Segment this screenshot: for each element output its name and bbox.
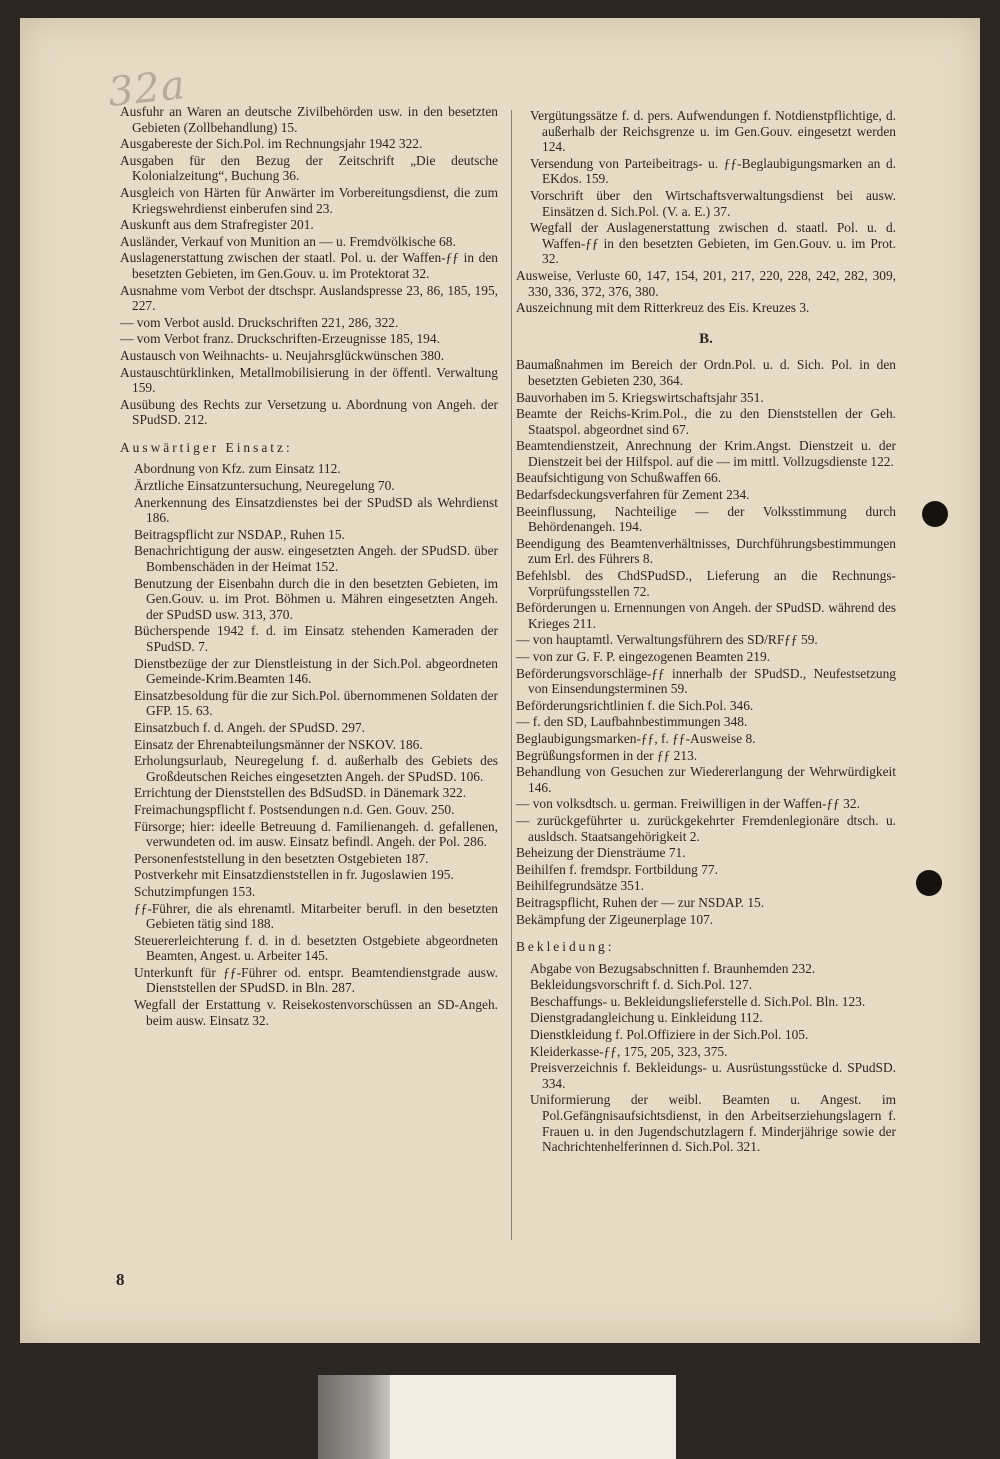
entry-list (516, 268, 896, 316)
index-entry: Abordnung von Kfz. zum Einsatz 112. (134, 461, 341, 477)
index-entry: Wegfall der Erstattung v. Reisekostenvorschüssen an SD-Angeh. beim ausw. Einsatz 32. (134, 997, 498, 1028)
index-entry: Baumaßnahmen im Bereich der Ordn.Pol. u. d. Sich. Pol. in den besetzten Gebieten 230, 364. (516, 357, 896, 388)
index-entry: Kleiderkasse-ƒƒ, 175, 205, 323, 375. (530, 1043, 728, 1059)
index-entry: Unterkunft für ƒƒ-Führer od. entspr. Beamtendienstgrade ausw. Dienststellen der SPudSD. in Bln. 287. (134, 964, 498, 996)
index-entry: Beamte der Reichs-Krim.Pol., die zu den Dienststellen der Geh. Staatspol. abgeordnet sind 67. (516, 406, 896, 437)
index-entry: — vom Verbot franz. Druckschriften-Erzeugnisse 185, 194. (120, 331, 440, 347)
index-entry: Ausgabereste der Sich.Pol. im Rechnungsjahr 1942 322. (120, 136, 423, 152)
index-entry: Dienstkleidung f. Pol.Offiziere in der Sich.Pol. 105. (530, 1027, 809, 1043)
left-column (120, 104, 498, 1029)
section-heading: Bekleidung: (516, 939, 615, 955)
index-entry: Dienstgradangleichung u. Einkleidung 112. (530, 1010, 763, 1026)
continued-entry-list (516, 108, 896, 267)
index-entry: Errichtung der Dienststellen des BdSudSD. in Dänemark 322. (134, 785, 467, 801)
index-entry: Bekleidungsvorschrift f. d. Sich.Pol. 127. (530, 977, 753, 993)
index-entry: Austausch von Weihnachts- u. Neujahrsglückwünschen 380. (120, 347, 445, 363)
page-number: 8 (116, 1270, 125, 1289)
entry-list (120, 104, 498, 428)
index-entry: Vergütungssätze f. d. pers. Aufwendungen f. Notdienstpflichtige, d. außerhalb der Reichsgrenze u. im Gen.Gouv. eingesetzt werden 124. (530, 108, 896, 155)
index-entry: Abgabe von Bezugsabschnitten f. Braunhemden 232. (530, 960, 816, 976)
index-entry: — vom Verbot ausld. Druckschriften 221, 286, 322. (120, 314, 399, 330)
index-entry: Auszeichnung mit dem Ritterkreuz des Eis. Kreuzes 3. (516, 300, 810, 316)
index-entry: Bekämpfung der Zigeunerplage 107. (516, 911, 714, 927)
index-entry: Schutzimpfungen 153. (134, 883, 256, 899)
section-heading: Auswärtiger Einsatz: (120, 439, 293, 455)
index-entry: Bedarfsdeckungsverfahren für Zement 234. (516, 487, 750, 503)
index-entry: Beendigung des Beamtenverhältnisses, Durchführungsbestimmungen zum Erl. des Führers 8. (516, 535, 896, 567)
index-entry: — von hauptamtl. Verwaltungsführern des SD/RFƒƒ 59. (516, 632, 818, 648)
index-entry: Uniformierung der weibl. Beamten u. Angest. im Pol.Gefängnisaufsichtsdienst, in den Arbeitserziehungslagern f. Frauen u. in den Jugendschutzlagern f. Minderjährige sowie der Nachrichtenhelferinnen d. Sich.Pol. 321. (530, 1092, 896, 1155)
index-entry: Ausweise, Verluste 60, 147, 154, 201, 217, 220, 228, 242, 282, 309, 330, 336, 372, 376, 380. (516, 267, 896, 299)
index-entry: Auslagenerstattung zwischen der staatl. Pol. u. der Waffen-ƒƒ in den besetzten Gebieten, im Gen.Gouv. u. im Protektorat 32. (120, 250, 498, 281)
index-entry: Befehlsbl. des ChdSPudSD., Lieferung an die Rechnungs-Vorprüfungsstellen 72. (516, 568, 896, 599)
index-entry: Einsatzbuch f. d. Angeh. der SPudSD. 297. (134, 719, 365, 735)
index-entry: Ausländer, Verkauf von Munition an — u. Fremdvölkische 68. (120, 233, 456, 249)
index-entry: — zurückgeführter u. zurückgekehrter Fremdenlegionäre dtsch. u. ausldsch. Staatsangehörigkeit 2. (516, 812, 896, 844)
letter-heading: B. (699, 330, 713, 347)
index-entry: Einsatz der Ehrenabteilungsmänner der NSKOV. 186. (134, 736, 423, 752)
index-entry: Vorschrift über den Wirtschaftsverwaltungsdienst bei ausw. Einsätzen d. Sich.Pol. (V. a. E.) 37. (530, 187, 896, 219)
index-entry: Beschaffungs- u. Bekleidungslieferstelle d. Sich.Pol. Bln. 123. (530, 993, 866, 1009)
index-entry: Freimachungspflicht f. Postsendungen n.d. Gen. Gouv. 250. (134, 801, 455, 817)
index-entry: Beförderungsvorschläge-ƒƒ innerhalb der SPudSD., Neufestsetzung von Einsendungsterminen 59. (516, 665, 896, 697)
index-entry: Benachrichtigung der ausw. eingesetzten Angeh. der SPudSD. über Bombenschäden in der Heimat 152. (134, 543, 498, 575)
index-entry: Personenfeststellung in den besetzten Ostgebieten 187. (134, 850, 429, 866)
scan-card-strip (318, 1375, 390, 1459)
index-entry: Ausnahme vom Verbot der dtschspr. Auslandspresse 23, 86, 185, 195, 227. (120, 282, 498, 314)
index-entry: Beförderungsrichtlinien f. die Sich.Pol. 346. (516, 697, 754, 713)
index-entry: Beglaubigungsmarken-ƒƒ, f. ƒƒ-Ausweise 8. (516, 730, 756, 746)
index-entry: — von zur G. F. P. eingezogenen Beamten 219. (516, 649, 771, 664)
index-entry: Versendung von Parteibeitrags- u. ƒƒ-Beglaubigungsmarken an d. EKdos. 159. (530, 155, 896, 187)
index-entry: ƒƒ-Führer, die als ehrenamtl. Mitarbeiter berufl. in den besetzten Gebieten tätig sind 188. (134, 900, 498, 932)
section-entry-list (516, 961, 896, 1155)
index-entry: Beeinflussung, Nachteilige — der Volksstimmung durch Behördenangeh. 194. (516, 503, 896, 535)
index-entry: Bauvorhaben im 5. Kriegswirtschaftsjahr 351. (516, 389, 764, 405)
index-entry: Behandlung von Gesuchen zur Wiedererlangung der Wehrwürdigkeit 146. (516, 764, 896, 795)
index-entry: Anerkennung des Einsatzdienstes bei der SPudSD als Wehrdienst 186. (134, 494, 498, 526)
right-column (516, 108, 896, 1156)
index-entry: Beförderungen u. Ernennungen von Angeh. der SPudSD. während des Krieges 211. (516, 600, 896, 631)
index-entry: Austauschtürklinken, Metallmobilisierung in der öffentl. Verwaltung 159. (120, 364, 498, 396)
index-entry: Beitragspflicht, Ruhen der — zur NSDAP. 15. (516, 894, 765, 910)
index-entry: Bücherspende 1942 f. d. im Einsatz stehenden Kameraden der SPudSD. 7. (134, 623, 498, 654)
index-entry: Beitragspflicht zur NSDAP., Ruhen 15. (134, 526, 345, 542)
index-entry: Preisverzeichnis f. Bekleidungs- u. Ausrüstungsstücke d. SPudSD. 334. (530, 1060, 896, 1091)
index-entry: Erholungsurlaub, Neuregelung f. d. außerhalb des Gebiets des Großdeutschen Reiches eingesetzten Angeh. der SPudSD. 106. (134, 753, 498, 784)
index-entry: Postverkehr mit Einsatzdienststellen in fr. Jugoslawien 195. (134, 867, 454, 883)
index-entry: Beihilfegrundsätze 351. (516, 878, 644, 894)
index-entry: Steuererleichterung f. d. in d. besetzten Ostgebiete abgeordneten Beamten, Angest. u. Arbeiter 145. (134, 932, 498, 964)
index-entry: Begrüßungsformen in der ƒƒ 213. (516, 747, 698, 763)
index-entry: Ärztliche Einsatzuntersuchung, Neuregelung 70. (134, 478, 395, 494)
punch-hole (922, 501, 948, 527)
punch-hole (916, 870, 942, 896)
index-entry: Ausübung des Rechts zur Versetzung u. Abordnung von Angeh. der SPudSD. 212. (120, 396, 498, 428)
entry-list (516, 357, 896, 927)
pencil-annotation: 32a (105, 62, 188, 116)
index-entry: Ausfuhr an Waren an deutsche Zivilbehörden usw. in den besetzten Gebieten (Zollbehandlung) 15. (120, 104, 498, 135)
index-entry: Auskunft aus dem Strafregister 201. (120, 217, 314, 233)
section-entry-list (120, 461, 498, 1028)
index-entry: Beihilfen f. fremdspr. Fortbildung 77. (516, 861, 718, 877)
index-entry: Einsatzbesoldung für die zur Sich.Pol. übernommenen Soldaten der GFP. 15. 63. (134, 687, 498, 719)
index-entry: Wegfall der Auslagenerstattung zwischen d. staatl. Pol. u. d. Waffen-ƒƒ in den besetzten Gebieten, im Gen.Gouv. u. im Prot. 32. (530, 220, 896, 267)
index-entry: Dienstbezüge der zur Dienstleistung in der Sich.Pol. abgeordneten Gemeinde-Krim.Beamten 146. (134, 655, 498, 687)
index-entry: Beamtendienstzeit, Anrechnung der Krim.Angst. Dienstzeit u. der Dienstzeit bei der Hilfspol. auf die — im mittl. Vollzugsdienste 122. (516, 438, 896, 469)
index-entry: Beaufsichtigung von Schußwaffen 66. (516, 470, 722, 486)
index-entry: Benutzung der Eisenbahn durch die in den besetzten Gebieten, im Gen.Gouv. u. im Prot. Böhmen u. Mähren eingesetzten Angeh. der SPudSD usw. 313, 370. (134, 575, 498, 622)
column-divider (511, 110, 512, 1240)
index-entry: Beheizung der Diensträume 71. (516, 845, 686, 861)
index-entry: Fürsorge; hier: ideelle Betreuung d. Familienangeh. d. gefallenen, verwundeten od. im ausw. Einsatz befindl. Angeh. der Pol. 286. (134, 818, 498, 850)
index-entry: Ausgleich von Härten für Anwärter im Vorbereitungsdienst, die zum Kriegswehrdienst einberufen sind 23. (120, 184, 498, 216)
index-entry: — von volksdtsch. u. german. Freiwilligen in der Waffen-ƒƒ 32. (516, 796, 860, 812)
index-entry: Ausgaben für den Bezug der Zeitschrift „Die deutsche Kolonialzeitung“, Buchung 36. (120, 152, 498, 184)
index-entry: — f. den SD, Laufbahnbestimmungen 348. (516, 714, 748, 730)
